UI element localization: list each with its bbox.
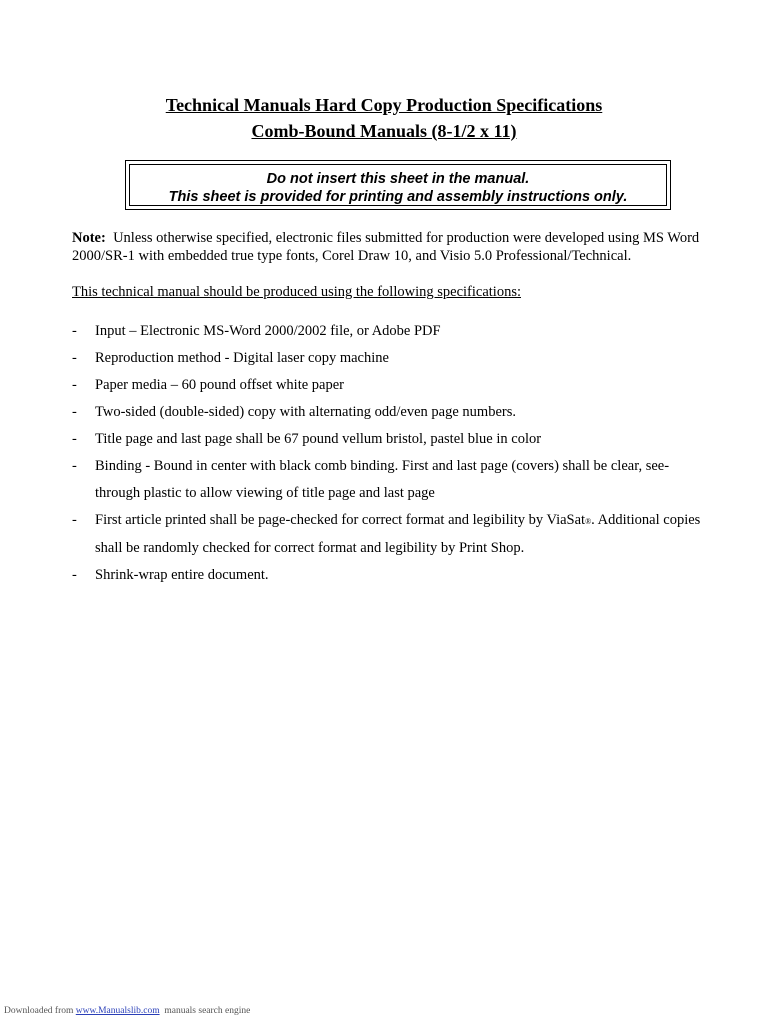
list-dash: - — [72, 350, 77, 366]
footer-link[interactable]: www.Manualslib.com — [75, 1006, 160, 1016]
spec-paper-media: Paper media – 60 pound offset white paper — [95, 377, 344, 393]
note-text: Unless otherwise specified, electronic files submitted for production were developed using MS Word 2000/SR-1 with embedded true type fonts, Corel Draw 10, and Visio 5.0 Professional/Technical. — [72, 230, 700, 264]
spec-list — [72, 318, 702, 589]
note-paragraph — [72, 229, 702, 265]
spec-input: Input – Electronic MS-Word 2000/2002 file, or Adobe PDF — [95, 323, 441, 339]
document-subtitle: Comb-Bound Manuals (8-1/2 x 11) — [251, 121, 517, 141]
list-dash: - — [72, 458, 77, 474]
notice-line-1: Do not insert this sheet in the manual. — [266, 171, 530, 187]
notice-line-2: This sheet is provided for printing and assembly instructions only. — [168, 189, 628, 205]
spec-binding: Binding - Bound in center with black comb binding. First and last page (covers) shall be clear, see-through plastic to allow viewing of title page and last page — [95, 458, 670, 501]
spec-first-article-before: First article printed shall be page-checked for correct format and legibility by ViaSat — [95, 512, 586, 528]
list-item — [72, 345, 702, 372]
note-label: Note: — [72, 230, 106, 246]
list-dash: - — [72, 377, 77, 393]
list-dash: - — [72, 567, 77, 583]
notice-box-inner-border — [129, 164, 667, 206]
document-title: Technical Manuals Hard Copy Production Specifications — [165, 95, 603, 115]
spec-title-page: Title page and last page shall be 67 pound vellum bristol, pastel blue in color — [95, 431, 542, 447]
list-dash: - — [72, 512, 77, 528]
spec-first-article — [95, 507, 702, 562]
list-item — [72, 318, 702, 345]
list-item — [72, 562, 702, 589]
list-item — [72, 426, 702, 453]
spec-reproduction: Reproduction method - Digital laser copy machine — [95, 350, 389, 366]
specs-intro: This technical manual should be produced using the following specifications: — [72, 284, 521, 300]
footer-prefix: Downloaded from — [4, 1006, 74, 1016]
list-item — [72, 372, 702, 399]
footer-suffix: manuals search engine — [164, 1006, 251, 1016]
list-dash: - — [72, 323, 77, 339]
registered-mark: ® — [585, 517, 592, 526]
page-footer — [4, 1006, 250, 1016]
list-item — [72, 399, 702, 426]
notice-box — [125, 160, 671, 210]
list-item — [72, 507, 702, 562]
spec-first-article-after: . Additional copies shall be randomly checked for correct format and legibility by Print Shop. — [95, 512, 701, 556]
spec-shrink-wrap: Shrink-wrap entire document. — [95, 567, 269, 583]
spec-two-sided: Two-sided (double-sided) copy with alternating odd/even page numbers. — [95, 404, 516, 420]
list-item — [72, 453, 702, 507]
list-dash: - — [72, 431, 77, 447]
list-dash: - — [72, 404, 77, 420]
